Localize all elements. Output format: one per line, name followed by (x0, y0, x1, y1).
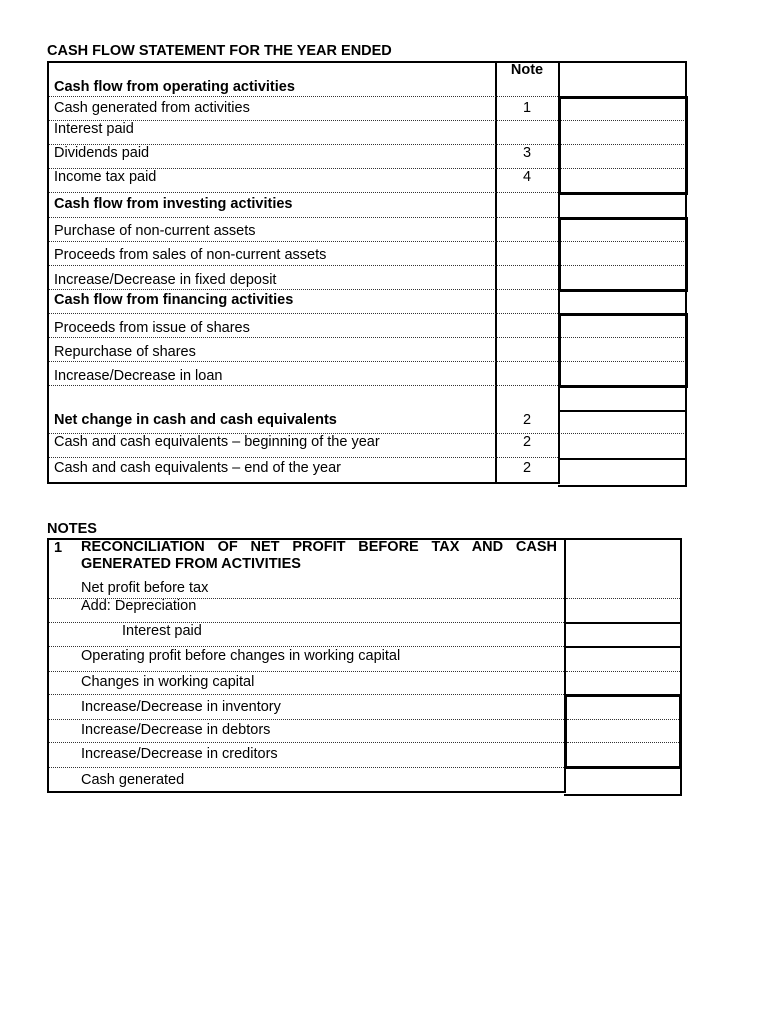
note-column-header: Note (510, 62, 544, 78)
operating-heading: Cash flow from operating activities (54, 79, 295, 95)
row-label: Interest paid (122, 623, 202, 639)
row-label: Cash generated (81, 772, 185, 788)
double-underline (564, 794, 682, 796)
row-label: Cash generated from activities (54, 100, 250, 116)
row-label: Add: Depreciation (81, 598, 197, 614)
note-ref: 2 (522, 460, 532, 476)
row-label: Repurchase of shares (54, 344, 196, 360)
row-label: Interest paid (54, 121, 134, 137)
row-label: Dividends paid (54, 145, 150, 161)
statement-title: CASH FLOW STATEMENT FOR THE YEAR ENDED (47, 43, 392, 59)
financing-heading: Cash flow from financing activities (54, 292, 294, 308)
working-capital-amount-box[interactable] (564, 694, 682, 769)
note-title-line1: RECONCILIATION OF NET PROFIT BEFORE TAX AND CASH (81, 539, 557, 555)
operating-amount-box[interactable] (558, 96, 688, 195)
note-ref: 3 (522, 145, 532, 161)
table-bottom-border (47, 482, 560, 484)
investing-heading: Cash flow from investing activities (54, 196, 293, 212)
row-label: Proceeds from issue of shares (54, 320, 250, 336)
row-label: Operating profit before changes in working capital (81, 648, 401, 664)
row-label: Changes in working capital (81, 674, 255, 690)
row-label: Income tax paid (54, 169, 157, 185)
investing-amount-box[interactable] (558, 217, 688, 292)
row-label: Increase/Decrease in debtors (81, 722, 271, 738)
row-label: Net profit before tax (81, 580, 209, 596)
row-label: Cash and cash equivalents – end of the year (54, 460, 341, 476)
table-left-border (47, 61, 49, 484)
row-label: Increase/Decrease in inventory (81, 699, 281, 715)
notes-heading: NOTES (47, 521, 97, 537)
row-label: Proceeds from sales of non-current assets (54, 247, 327, 263)
row-label: Increase/Decrease in fixed deposit (54, 272, 277, 288)
note-number: 1 (54, 540, 63, 556)
net-change-label: Net change in cash and cash equivalents (54, 412, 337, 428)
note-ref: 1 (522, 100, 532, 116)
note-title-line2: GENERATED FROM ACTIVITIES (81, 556, 301, 572)
table-top-border (47, 61, 687, 63)
row-label: Purchase of non-current assets (54, 223, 256, 239)
row-label: Increase/Decrease in creditors (81, 746, 278, 762)
financing-amount-box[interactable] (558, 313, 688, 388)
double-underline (558, 485, 687, 487)
row-label: Cash and cash equivalents – beginning of the year (54, 434, 380, 450)
note-ref: 2 (522, 412, 532, 428)
note-ref: 2 (522, 434, 532, 450)
row-label: Increase/Decrease in loan (54, 368, 223, 384)
note-ref: 4 (522, 169, 532, 185)
